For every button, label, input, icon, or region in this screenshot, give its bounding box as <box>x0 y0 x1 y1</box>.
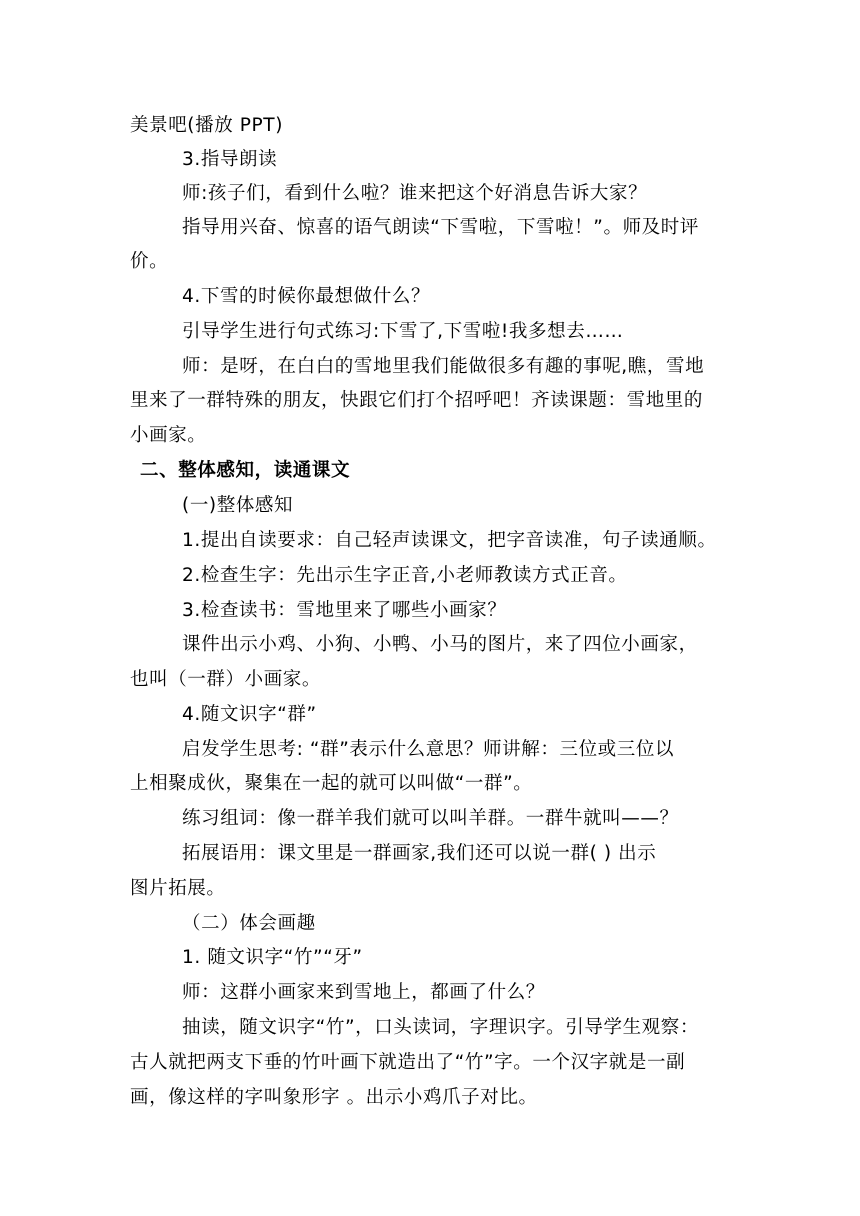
text-line: 师：这群小画家来到雪地上，都画了什么？ <box>182 982 545 1003</box>
text-line: 拓展语用：课文里是一群画家,我们还可以说一群( ) 出示 <box>182 843 657 864</box>
text-line: 启发学生思考: “群”表示什么意思？师讲解：三位或三位以 <box>182 739 675 760</box>
text-line: 价。 <box>130 251 169 272</box>
text-line: 练习组词：像一群羊我们就可以叫羊群。一群牛就叫——？ <box>182 808 679 829</box>
text-line: 上相聚成伙，聚集在一起的就可以叫做“一群”。 <box>130 773 533 794</box>
subsection-heading: (一)整体感知 <box>182 495 294 516</box>
section-heading: 二、整体感知，读通课文 <box>140 460 351 481</box>
text-line: 4.随文识字“群” <box>182 704 317 725</box>
text-line: 引导学生进行句式练习:下雪了,下雪啦!我多想去…… <box>182 321 624 342</box>
text-line: 里来了一群特殊的朋友，快跟它们打个招呼吧！齐读课题：雪地里的 <box>130 390 704 411</box>
text-line: 小画家。 <box>130 425 207 446</box>
text-line: 1.提出自读要求：自己轻声读课文，把字音读准，句子读通顺。 <box>182 530 717 551</box>
text-line: 也叫（一群）小画家。 <box>130 669 322 690</box>
text-line: 3.指导朗读 <box>182 149 278 170</box>
text-line: 画，像这样的字叫象形字 。出示小鸡爪子对比。 <box>130 1087 538 1108</box>
text-line: 古人就把两支下垂的竹叶画下就造出了“竹”字。一个汉字就是一副 <box>130 1052 686 1073</box>
text-line: 3.检查读书：雪地里来了哪些小画家？ <box>182 600 507 621</box>
text-line: 图片拓展。 <box>130 878 226 899</box>
text-line: 指导用兴奋、惊喜的语气朗读“下雪啦，下雪啦！”。师及时评 <box>182 217 699 238</box>
text-line: 2.检查生字：先出示生字正音,小老师教读方式正音。 <box>182 565 628 586</box>
text-line: 课件出示小鸡、小狗、小鸭、小马的图片，来了四位小画家， <box>182 634 698 655</box>
text-line: 师：是呀，在白白的雪地里我们能做很多有趣的事呢,瞧，雪地 <box>182 356 705 377</box>
text-line: 师:孩子们，看到什么啦？谁来把这个好消息告诉大家？ <box>182 183 648 204</box>
text-line: 抽读，随文识字“竹”，口头读词，字理识字。引导学生观察： <box>182 1017 699 1038</box>
text-line: 4.下雪的时候你最想做什么？ <box>182 286 431 307</box>
text-line: 1. 随文识字“竹”“牙” <box>182 947 363 968</box>
subsection-heading: （二）体会画趣 <box>182 913 316 934</box>
text-line: 美景吧(播放 PPT) <box>130 115 284 136</box>
